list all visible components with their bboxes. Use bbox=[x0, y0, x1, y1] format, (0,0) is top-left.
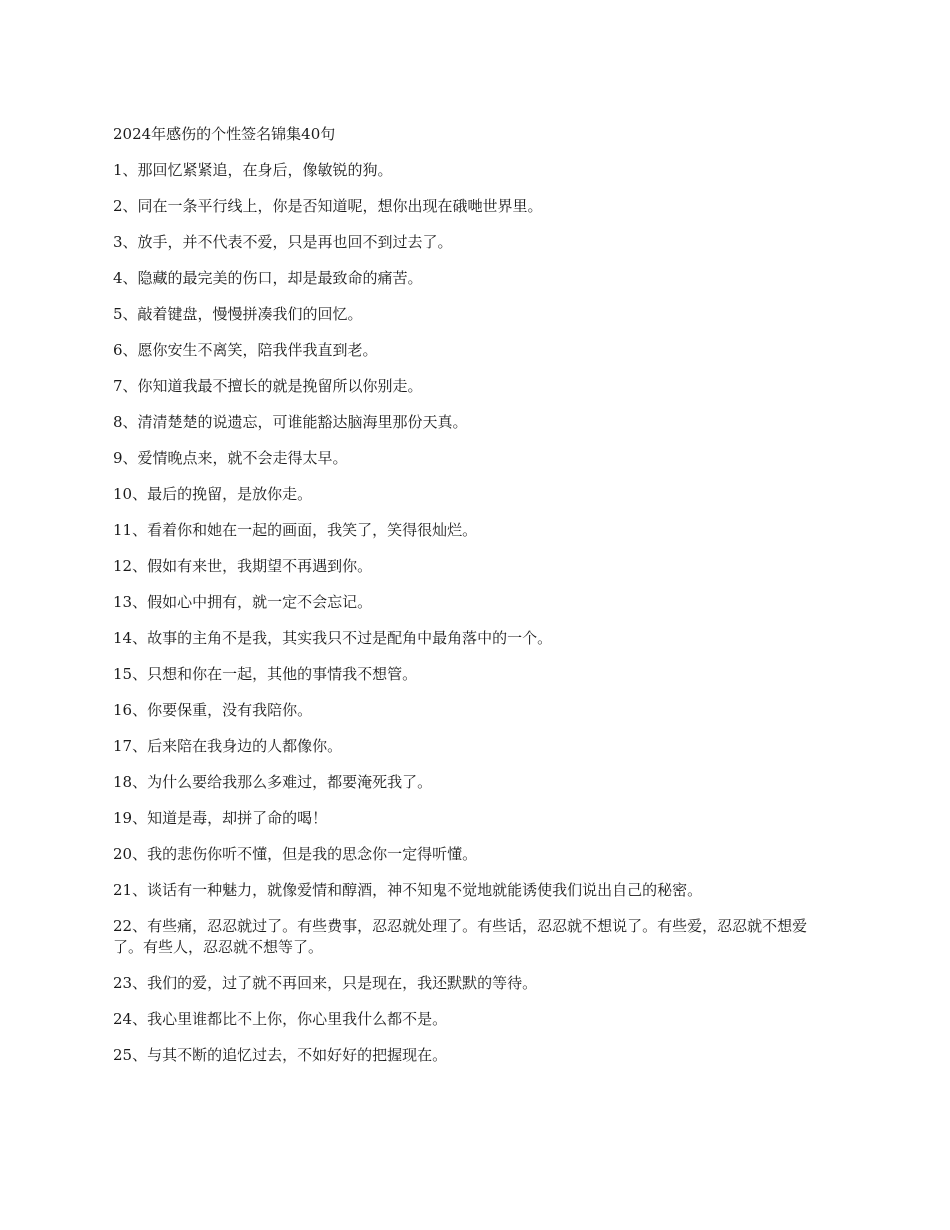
quote-item: 7、你知道我最不擅长的就是挽留所以你别走。 bbox=[113, 377, 423, 395]
quote-item: 5、敲着键盘，慢慢拼凑我们的回忆。 bbox=[113, 305, 363, 323]
quote-item: 6、愿你安生不离笑，陪我伴我直到老。 bbox=[113, 341, 378, 359]
quote-item: 15、只想和你在一起，其他的事情我不想管。 bbox=[113, 665, 418, 683]
quote-list bbox=[113, 160, 828, 1066]
document-title: 2024年感伤的个性签名锦集40句 bbox=[113, 125, 336, 143]
quote-item: 8、清清楚楚的说遗忘，可谁能豁达脑海里那份天真。 bbox=[113, 413, 468, 431]
quote-item: 11、看着你和她在一起的画面，我笑了，笑得很灿烂。 bbox=[113, 521, 478, 539]
quote-item: 17、后来陪在我身边的人都像你。 bbox=[113, 737, 343, 755]
quote-item: 4、隐藏的最完美的伤口，却是最致命的痛苦。 bbox=[113, 269, 423, 287]
quote-item: 14、故事的主角不是我，其实我只不过是配角中最角落中的一个。 bbox=[113, 629, 553, 647]
quote-item: 13、假如心中拥有，就一定不会忘记。 bbox=[113, 593, 373, 611]
quote-item: 22、有些痛，忍忍就过了。有些费事，忍忍就处理了。有些话，忍忍就不想说了。有些爱，忍忍就不想爱了。有些人，忍忍就不想等了。 bbox=[113, 917, 808, 956]
quote-item: 16、你要保重，没有我陪你。 bbox=[113, 701, 313, 719]
quote-item: 18、为什么要给我那么多难过，都要淹死我了。 bbox=[113, 773, 433, 791]
quote-item: 9、爱情晚点来，就不会走得太早。 bbox=[113, 449, 348, 467]
quote-item: 1、那回忆紧紧追，在身后，像敏锐的狗。 bbox=[113, 161, 393, 179]
quote-item: 20、我的悲伤你听不懂，但是我的思念你一定得听懂。 bbox=[113, 845, 478, 863]
quote-item: 2、同在一条平行线上，你是否知道呢，想你出现在硪哋世界里。 bbox=[113, 197, 543, 215]
quote-item: 21、谈话有一种魅力，就像爱情和醇酒，神不知鬼不觉地就能诱使我们说出自己的秘密。 bbox=[113, 881, 703, 899]
quote-item: 10、最后的挽留，是放你走。 bbox=[113, 485, 313, 503]
quote-item: 25、与其不断的追忆过去，不如好好的把握现在。 bbox=[113, 1046, 448, 1064]
quote-item: 24、我心里谁都比不上你，你心里我什么都不是。 bbox=[113, 1010, 448, 1028]
quote-item: 3、放手，并不代表不爱，只是再也回不到过去了。 bbox=[113, 233, 453, 251]
quote-item: 19、知道是毒，却拼了命的喝！ bbox=[113, 809, 328, 827]
document-content bbox=[113, 124, 828, 1081]
quote-item: 12、假如有来世，我期望不再遇到你。 bbox=[113, 557, 373, 575]
quote-item: 23、我们的爱，过了就不再回来，只是现在，我还默默的等待。 bbox=[113, 974, 538, 992]
